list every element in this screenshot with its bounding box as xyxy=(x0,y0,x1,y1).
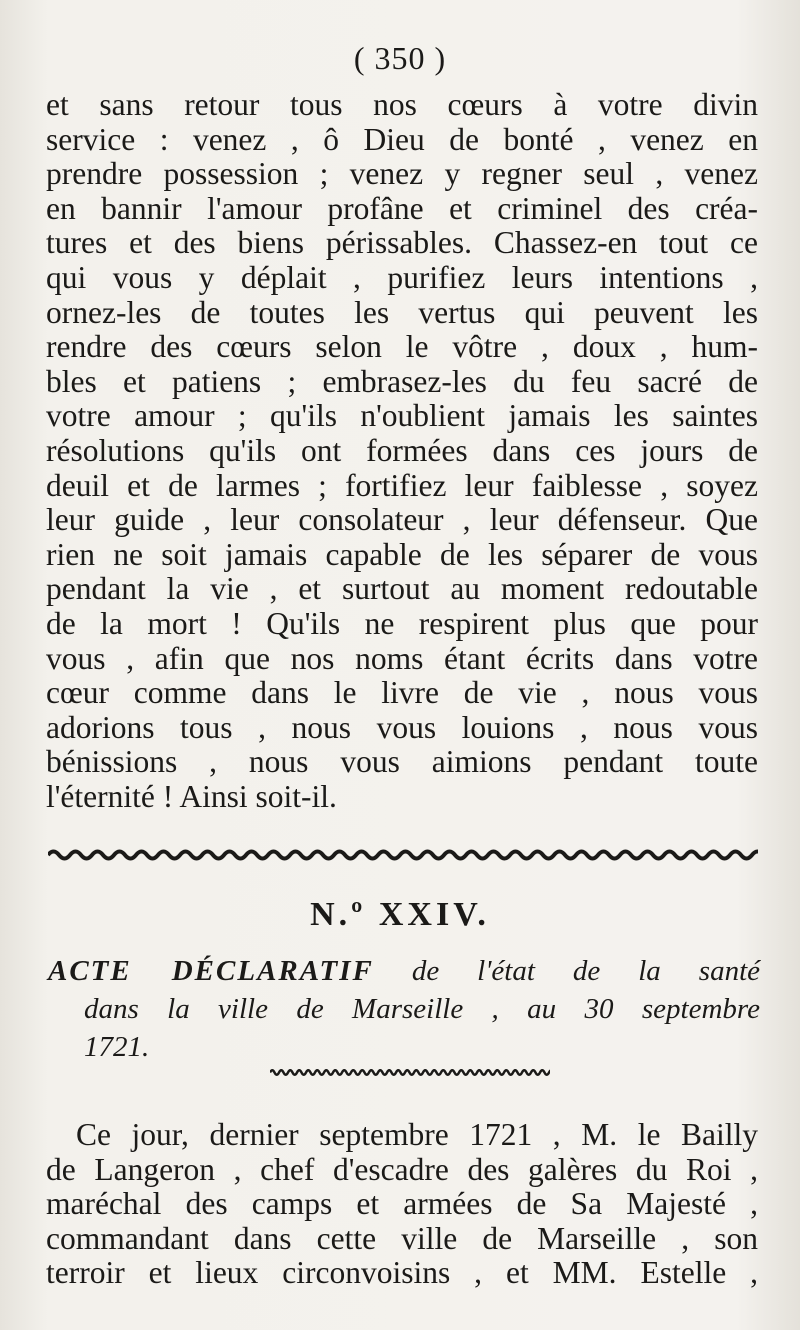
text-line: commandant dans cette ville de Marseille , son xyxy=(46,1220,758,1256)
text-line: et sans retour tous nos cœurs à votre divin xyxy=(46,87,758,122)
text-line: en bannir l'amour profâne et criminel des créa- xyxy=(46,190,758,226)
text-line: vous , afin que nos noms étant écrits dans votre xyxy=(46,640,758,676)
document-heading xyxy=(48,952,760,1066)
prayer-text xyxy=(46,88,758,814)
text-line: deuil et de larmes ; fortifiez leur faiblesse , soyez xyxy=(46,467,758,503)
text-line: prendre possession ; venez y regner seul , venez xyxy=(46,156,758,192)
text-line: service : venez , ô Dieu de bonté , venez en xyxy=(46,121,758,157)
ornamental-divider xyxy=(48,848,758,866)
text-line: pendant la vie , et surtout au moment redoutable xyxy=(46,571,758,607)
text-line: bles et patiens ; embrasez-les du feu sacré de xyxy=(46,363,758,399)
text-line: ornez-les de toutes les vertus qui peuvent les xyxy=(46,294,758,330)
text-line: de la mort ! Qu'ils ne respirent plus que pour xyxy=(46,605,758,641)
text-line: rendre des cœurs selon le vôtre , doux , hum- xyxy=(46,329,758,365)
text-line: adorions tous , nous vous louions , nous vous xyxy=(46,709,758,745)
heading-title-rest: de l'état de la santé xyxy=(373,955,760,987)
document-number: N.º XXIV. xyxy=(310,896,490,933)
text-line: rien ne soit jamais capable de les séparer de vous xyxy=(46,536,758,572)
text-line: résolutions qu'ils ont formées dans ces jours de xyxy=(46,432,758,468)
text-line: Ce jour, dernier septembre 1721 , M. le Bailly xyxy=(76,1117,758,1152)
text-line: leur guide , leur consolateur , leur défenseur. Que xyxy=(46,502,758,538)
heading-line: dans la ville de Marseille , au 30 septembre xyxy=(84,993,760,1025)
heading-line xyxy=(48,952,760,990)
page-number: ( 350 ) xyxy=(353,40,447,76)
text-line: cœur comme dans le livre de vie , nous vous xyxy=(46,675,758,711)
small-ornamental-rule xyxy=(270,1068,550,1080)
minutes-text xyxy=(46,1118,758,1291)
text-line: terroir et lieux circonvoisins , et MM. Estelle , xyxy=(46,1255,758,1291)
text-line: qui vous y déplait , purifiez leurs intentions , xyxy=(46,259,758,295)
heading-line: 1721. xyxy=(84,1031,150,1063)
text-line: tures et des biens périssables. Chassez-en tout ce xyxy=(46,225,758,261)
text-line: de Langeron , chef d'escadre des galères du Roi , xyxy=(46,1151,758,1187)
text-line: votre amour ; qu'ils n'oublient jamais les saintes xyxy=(46,398,758,434)
text-line: bénissions , nous vous aimions pendant toute xyxy=(46,744,758,780)
text-line: l'éternité ! Ainsi soit-il. xyxy=(46,778,337,814)
heading-title: ACTE DÉCLARATIF xyxy=(48,955,374,987)
text-line: maréchal des camps et armées de Sa Majesté , xyxy=(46,1186,758,1222)
